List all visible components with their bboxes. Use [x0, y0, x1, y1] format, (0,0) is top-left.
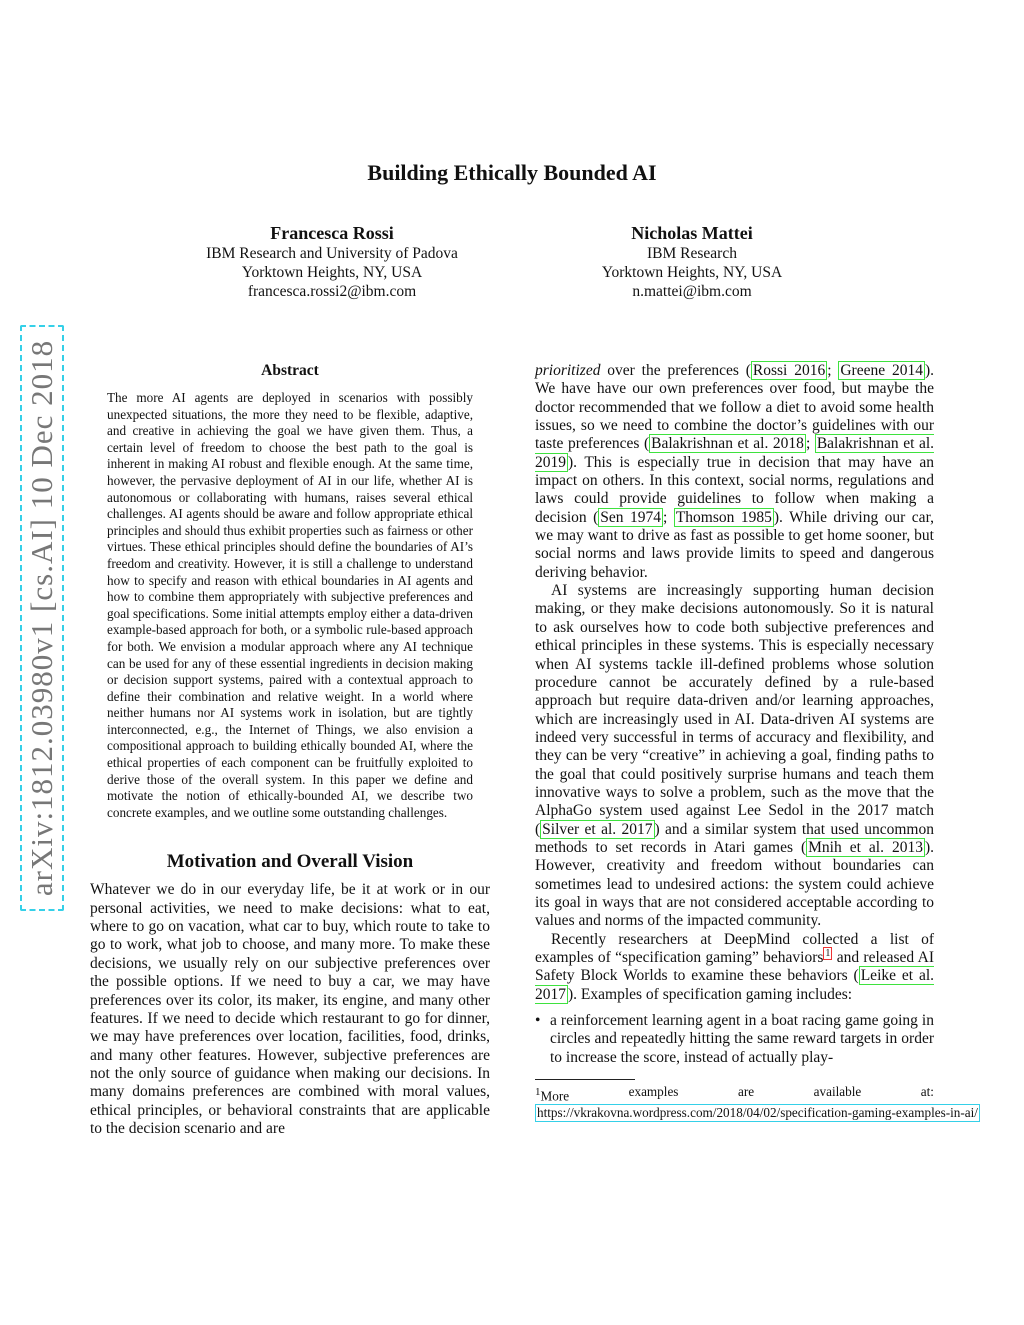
list-item-text: a reinforcement learning agent in a boat racing game going in circles and repeatedly hitting the same reward targets in order to increase the score, instead of actually play- [550, 1012, 934, 1066]
paragraph [535, 582, 934, 931]
citation-link[interactable]: Silver et al. 2017 [542, 820, 653, 838]
footnote-word: examples [628, 1084, 679, 1100]
footnote-word: available [813, 1084, 862, 1100]
citation-link[interactable]: Thomson 1985 [675, 508, 772, 526]
author-affiliation: IBM Research and University of Padova [206, 245, 458, 262]
paragraph-text: ). Examples of specification gaming includes: [568, 985, 853, 1003]
author-affiliation: IBM Research [647, 245, 737, 262]
bullet-icon: • [535, 1012, 541, 1030]
footnote [535, 1084, 978, 1122]
author-name: Nicholas Mattei [631, 223, 753, 243]
left-column [90, 362, 490, 1138]
emphasis-text: prioritized [535, 362, 601, 379]
paragraph-text: ). This is especially true in decision that may have an impact on others. In this context, social norms, regulations and laws could provide guidelines to follow when making a decision ( [535, 453, 934, 526]
author-name: Francesca Rossi [270, 223, 394, 243]
footnote-word: are [737, 1084, 755, 1100]
paragraph [90, 881, 490, 1138]
footnote-number: 1 [535, 1086, 541, 1099]
paragraph-text: ). While driving our car, we may want to drive as fast as possible to get home sooner, but social norms and laws provide limits to speed and dangerous deriving behavior. [535, 508, 934, 581]
author-email[interactable]: francesca.rossi2@ibm.com [247, 283, 417, 300]
bullet-list [535, 1012, 934, 1067]
citation-link[interactable]: Balakrishnan et al. 2018 [651, 435, 804, 453]
section-heading: Motivation and Overall Vision [166, 851, 414, 873]
footnote-url-link[interactable]: https://vkrakovna.wordpress.com/2018/04/02/specification-gaming-examples-in-ai/ [537, 1105, 978, 1121]
right-column [535, 362, 978, 1122]
separator: ; [805, 435, 815, 453]
author-location: Yorktown Heights, NY, USA [241, 264, 423, 281]
author-block-mattei [512, 222, 872, 301]
separator: ; [827, 362, 839, 379]
footnote-first-word [535, 1084, 569, 1104]
paragraph [535, 931, 934, 1004]
author-block-rossi [152, 222, 512, 301]
paper-title: Building Ethically Bounded AI [367, 160, 657, 185]
footnote-divider [535, 1079, 635, 1080]
citation-link[interactable]: Sen 1974 [600, 508, 662, 526]
citation-link[interactable]: Mnih et al. 2013 [808, 838, 923, 856]
arxiv-identifier-text: arXiv:1812.03980v1 [cs.AI] 10 Dec 2018 [24, 339, 59, 897]
footnote-line [535, 1084, 934, 1104]
arxiv-identifier-stamp[interactable] [20, 325, 64, 911]
paragraph-text: ). We have have our own preferences over food, but maybe the doctor recommended that we follow a diet to avoid some health issues, so we need to combine the doctor’s guidelines with our taste preferences ( [535, 362, 934, 453]
paragraph-text: AI systems are increasingly supporting human decision making, or they make decisions autonomously. So it is natural to ask ourselves how to code both subjective preferences and ethical principles in these systems. This is especially necessary when AI systems tackle ill-defined problems whose solution procedure cannot be accurately defined by a rule-based approach but require data-driven and/or learning approaches, which are increasingly used in AI. Data-driven AI systems are indeed very successful in terms of accuracy and flexibility, and they can be very “creative” in achieving a goal, finding paths to the goal that could positively surprise humans and teach them innovative ways to solve a problem, such as the move that the AlphaGo system used against Lee Sedol in the 2017 match ( [535, 582, 934, 838]
paragraph-continued [535, 362, 934, 582]
footnote-word: More [540, 1088, 570, 1104]
footnote-link[interactable]: 1 [825, 947, 831, 959]
author-location: Yorktown Heights, NY, USA [601, 264, 783, 281]
citation-link[interactable]: Balakrishnan et al. 2019 [535, 435, 935, 471]
paragraph-text: Whatever we do in our everyday life, be it at work or in our personal activities, we need to make decisions: what to eat, where to go on vacation, what car to buy, which route to take to go to work, what job to choose, and many more. To make these decisions, we usually rely on our subjective preferences over the possible options. If we need to buy a car, we may have preferences over its color, its maker, its engine, and many other features. If we need to decide which restaurant to go for dinner, we may have preferences over location, facilities, food, drinks, and many other features. However, subjective preferences are not the only source of guidance when making our decisions. In many domains preferences are combined with moral values, ethical principles, or behavioral constraints that are applicable to the decision scenario and are [90, 881, 490, 1137]
citation-link[interactable]: Leike et al. 2017 [535, 967, 935, 1003]
list-item [535, 1012, 934, 1067]
paragraph-text: and released AI Safety Block Worlds to examine these behaviors ( [535, 949, 934, 985]
separator: ; [663, 508, 674, 526]
citation-link[interactable]: Greene 2014 [840, 362, 923, 379]
paragraph-text: ). However, creativity and freedom without boundaries can sometimes lead to undesired actions: the system could achieve its goal in ways that are not considered acceptable according to values and norms of the impacted community. [535, 838, 934, 930]
paragraph-text: over the preferences ( [600, 362, 751, 379]
author-email[interactable]: n.mattei@ibm.com [632, 283, 752, 300]
abstract-text: The more AI agents are deployed in scenarios with possibly unexpected situations, the more they need to be flexible, adaptive, and creative in achieving the goal we have given them. Thus, a certain level of freedom to choose the best path to the goal is inherent in making AI robust and flexible enough. At the same time, however, the pervasive deployment of AI in our life, whether AI is autonomous or collaborating with humans, raises several ethical challenges. AI agents should be aware and follow appropriate ethical principles and should thus exhibit properties such as fairness or other virtues. These ethical principles should define the boundaries of AI’s freedom and creativity. However, it is still a challenge to understand how to specify and reason with ethical boundaries in AI agents and how to combine them appropriately with subjective preferences and goal specifications. Some initial attempts employ either a data-driven example-based approach for both, or a symbolic rule-based approach for both. We envision a modular approach where any AI technique can be used for any of these essential ingredients in decision making or decision support systems, paired with a contextual approach to define their combination and relative weight. In a world where neither humans nor AI systems work in isolation, but are tightly interconnected, e.g., the Internet of Things, we also envision a compositional approach to building ethically bounded AI, where the ethical properties of each component can be fruitfully exploited to derive those of the overall system. In this paper we define and motivate the notion of ethically-bounded AI, we describe two concrete examples, and we outline some outstanding challenges. [107, 390, 473, 820]
footnote-word: at: [920, 1084, 934, 1100]
abstract-heading: Abstract [261, 362, 319, 379]
paragraph-text: Recently researchers at DeepMind collected a list of examples of “specification gaming” behaviors [535, 930, 934, 966]
paragraph-text: ) and a similar system that used uncommon methods to set records in Atari games ( [535, 820, 934, 856]
citation-link[interactable]: Rossi 2016 [752, 362, 826, 379]
